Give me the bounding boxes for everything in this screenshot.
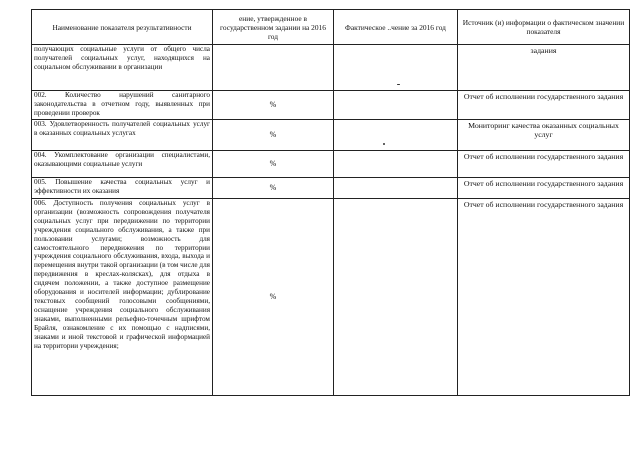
header-indicator-name: Наименование показателя результативности (32, 10, 213, 45)
header-info-source: Источник (и) информации о фактическом значении показателя (458, 10, 630, 45)
header-actual-value: Фактическое ..чение за 2016 год (334, 10, 458, 45)
approved-value-cell: % (213, 120, 334, 151)
approved-value-cell: % (213, 199, 334, 396)
scan-speck (383, 143, 385, 145)
actual-value-cell (334, 199, 458, 396)
indicator-name-cell: получающих социальные услуги от общего числа получателей социальных услуг, находящихся на социальном обслуживании в организации (32, 45, 213, 91)
table-row (32, 178, 630, 199)
table-row (32, 120, 630, 151)
info-source-cell: Отчет об исполнении государственного задания (458, 151, 630, 178)
table-row (32, 91, 630, 120)
actual-value-cell (334, 178, 458, 199)
indicator-name-cell: 003. Удовлетворенность получателей социальных услуг в оказанных социальных услугах (32, 120, 213, 151)
table-row (32, 151, 630, 178)
actual-value-cell (334, 45, 458, 91)
indicator-name-cell: 005. Повышение качества социальных услуг и эффективности их оказания (32, 178, 213, 199)
approved-value-cell: % (213, 91, 334, 120)
scan-speck (397, 84, 400, 85)
actual-value-cell (334, 151, 458, 178)
indicators-table (31, 9, 630, 396)
approved-value-cell (213, 45, 334, 91)
approved-value-cell: % (213, 151, 334, 178)
info-source-cell: Отчет об исполнении государственного задания (458, 178, 630, 199)
indicator-name-cell: 002. Количество нарушений санитарного законодательства в отчетном году, выявленных при проведении проверок (32, 91, 213, 120)
actual-value-cell (334, 91, 458, 120)
table-row (32, 199, 630, 396)
approved-value-cell: % (213, 178, 334, 199)
info-source-cell: задания (458, 45, 630, 91)
table-row (32, 45, 630, 91)
info-source-cell: Отчет об исполнении государственного задания (458, 199, 630, 396)
info-source-cell: Отчет об исполнении государственного задания (458, 91, 630, 120)
actual-value-cell (334, 120, 458, 151)
indicator-name-cell: 006. Доступность получения социальных услуг в организации (возможность сопровождения получателя социальных услуг при передвижении по территории учреждения социального обслуживания, а также при пользовании услугами; возможность для самостоятельного передвижения по территории учреждения социального обслуживания, входа, выхода и перемещения внутри такой организации (в том числе для передвижения в креслах-колясках), для отдыха в сидячем положении, а также доступное размещение оборудования и носителей информации; дублирование текстовых сообщений голосовыми сообщениями, оснащение учреждения социального обслуживания знаками, выполненными рельефно-точечным шрифтом Брайля, ознакомление с их помощью с надписями, знаками и иной текстовой и графической информацией на территории учреждения; (32, 199, 213, 396)
indicator-name-cell: 004. Укомплектование организации специалистами, оказывающими социальные услуги (32, 151, 213, 178)
info-source-cell: Мониторинг качества оказанных социальных услуг (458, 120, 630, 151)
table-header-row (32, 10, 630, 45)
header-approved-value: ение, утвержденное в государственном задании на 2016 год (213, 10, 334, 45)
